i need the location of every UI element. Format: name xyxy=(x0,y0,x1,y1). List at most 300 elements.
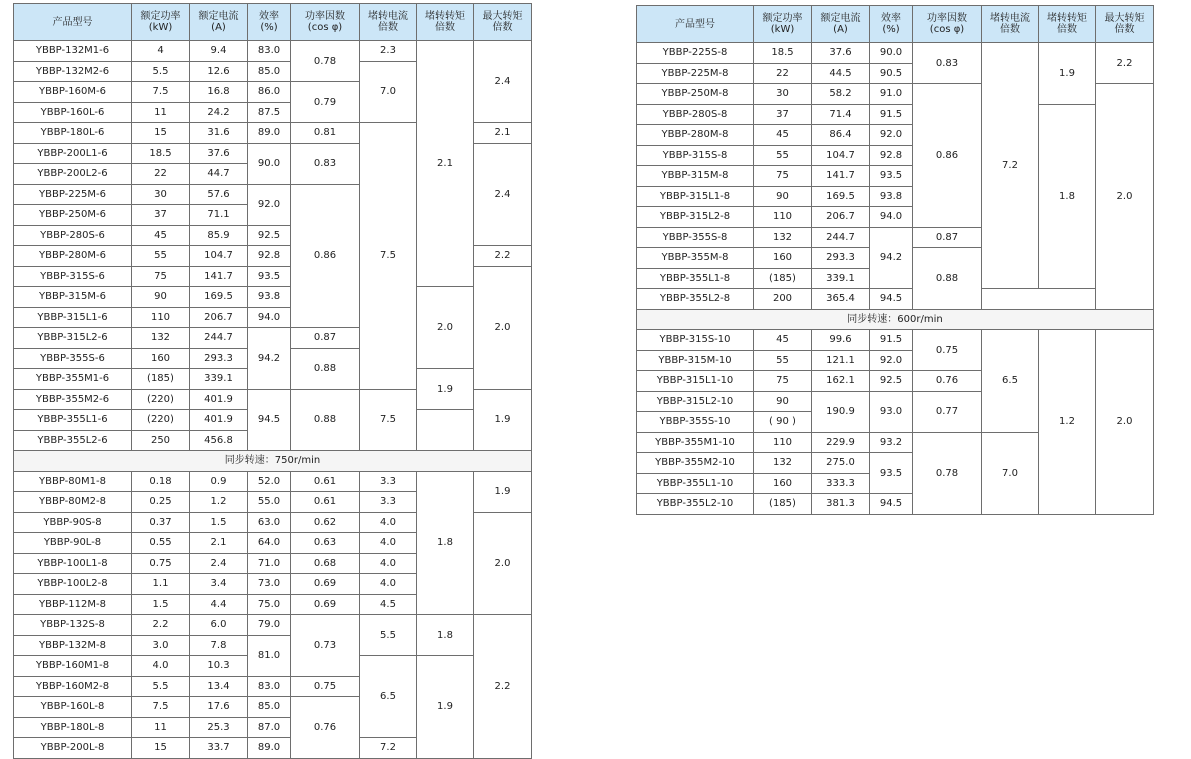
header-rated-current: 额定电流 (A) xyxy=(812,6,870,43)
model-cell: YBBP-355S-10 xyxy=(637,412,754,433)
table-cell: 7.2 xyxy=(360,738,417,759)
table-cell: 4.4 xyxy=(190,594,248,615)
model-cell: YBBP-160M1-8 xyxy=(14,656,132,677)
table-cell: 333.3 xyxy=(812,473,870,494)
table-cell: 4.0 xyxy=(360,512,417,533)
model-cell: YBBP-355L2-10 xyxy=(637,494,754,515)
model-cell: YBBP-112M-8 xyxy=(14,594,132,615)
table-row xyxy=(14,615,532,636)
table-cell: 93.8 xyxy=(870,186,913,207)
table-cell: 293.3 xyxy=(190,348,248,369)
model-cell: YBBP-355L1-6 xyxy=(14,410,132,431)
table-cell: 7.8 xyxy=(190,635,248,656)
model-cell: YBBP-160L-6 xyxy=(14,102,132,123)
table-cell: 160 xyxy=(754,473,812,494)
table-cell: 24.2 xyxy=(190,102,248,123)
table-cell: 71.0 xyxy=(248,553,291,574)
table-cell: 0.86 xyxy=(291,184,360,328)
table-cell: 121.1 xyxy=(812,350,870,371)
table-cell: 45 xyxy=(754,330,812,351)
table-cell: 94.5 xyxy=(248,389,291,451)
model-cell: YBBP-315L2-6 xyxy=(14,328,132,349)
table-cell: 141.7 xyxy=(190,266,248,287)
table-cell: 160 xyxy=(754,248,812,269)
table-cell: 0.9 xyxy=(190,471,248,492)
table-cell: 0.69 xyxy=(291,574,360,595)
model-cell: YBBP-315L1-10 xyxy=(637,371,754,392)
table-cell: 30 xyxy=(754,84,812,105)
header-locked-rotor-current: 堵转电流 倍数 xyxy=(982,6,1039,43)
header-rated-current: 额定电流 (A) xyxy=(190,4,248,41)
section-row xyxy=(637,309,1154,330)
table-cell: 0.25 xyxy=(132,492,190,513)
table-cell: 4.0 xyxy=(132,656,190,677)
table-cell: 2.2 xyxy=(1096,43,1154,84)
table-cell: 15 xyxy=(132,123,190,144)
table-cell: 6.5 xyxy=(360,656,417,738)
table-cell: 0.76 xyxy=(291,697,360,759)
model-cell: YBBP-355L1-8 xyxy=(637,268,754,289)
table-cell: 91.0 xyxy=(870,84,913,105)
model-cell: YBBP-100L1-8 xyxy=(14,553,132,574)
table-cell: 94.0 xyxy=(870,207,913,228)
table-cell: 1.5 xyxy=(132,594,190,615)
table-cell: 275.0 xyxy=(812,453,870,474)
header-locked-rotor-current: 堵转电流 倍数 xyxy=(360,4,417,41)
model-cell: YBBP-90S-8 xyxy=(14,512,132,533)
model-cell: YBBP-355L1-10 xyxy=(637,473,754,494)
model-cell: YBBP-315M-8 xyxy=(637,166,754,187)
table-cell: 87.5 xyxy=(248,102,291,123)
table-cell: 37.6 xyxy=(190,143,248,164)
model-cell: YBBP-280S-6 xyxy=(14,225,132,246)
table-cell: 83.0 xyxy=(248,41,291,62)
table-cell: 92.8 xyxy=(870,145,913,166)
table-cell: 94.2 xyxy=(870,227,913,289)
model-cell: YBBP-225M-6 xyxy=(14,184,132,205)
table-cell: 31.6 xyxy=(190,123,248,144)
table-cell: 0.87 xyxy=(913,227,982,248)
table-cell: 1.8 xyxy=(417,471,474,615)
table-cell: 71.4 xyxy=(812,104,870,125)
table-cell: 3.3 xyxy=(360,492,417,513)
table-cell: 2.4 xyxy=(474,143,532,246)
table-cell: 93.5 xyxy=(870,453,913,494)
table-cell: 141.7 xyxy=(812,166,870,187)
model-cell: YBBP-355L2-8 xyxy=(637,289,754,310)
table-cell: 89.0 xyxy=(248,738,291,759)
table-cell: 92.5 xyxy=(248,225,291,246)
model-cell: YBBP-315L2-8 xyxy=(637,207,754,228)
table-cell: 206.7 xyxy=(812,207,870,228)
table-header xyxy=(14,4,532,41)
table-cell: 1.8 xyxy=(1039,104,1096,289)
model-cell: YBBP-160L-8 xyxy=(14,697,132,718)
table-cell: 7.5 xyxy=(360,389,417,451)
table-body-right xyxy=(637,43,1154,515)
table-cell: 90.5 xyxy=(870,63,913,84)
table-cell: 2.2 xyxy=(474,246,532,267)
table-cell: 83.0 xyxy=(248,676,291,697)
table-cell: 10.3 xyxy=(190,656,248,677)
table-cell: 25.3 xyxy=(190,717,248,738)
table-cell: 0.81 xyxy=(291,123,360,144)
table-cell: 0.61 xyxy=(291,471,360,492)
table-cell: 22 xyxy=(754,63,812,84)
header-model: 产品型号 xyxy=(637,6,754,43)
table-cell: 3.0 xyxy=(132,635,190,656)
table-cell: (220) xyxy=(132,389,190,410)
table-cell: 206.7 xyxy=(190,307,248,328)
table-cell: 94.5 xyxy=(870,494,913,515)
table-cell: 0.68 xyxy=(291,553,360,574)
table-cell: 104.7 xyxy=(812,145,870,166)
table-cell: 15 xyxy=(132,738,190,759)
model-cell: YBBP-355M2-10 xyxy=(637,453,754,474)
table-cell: 7.5 xyxy=(360,123,417,390)
table-cell: 55.0 xyxy=(248,492,291,513)
table-body-left xyxy=(14,41,532,759)
table-cell: 93.0 xyxy=(870,391,913,432)
table-cell: 94.2 xyxy=(248,328,291,390)
table-cell: 22 xyxy=(132,164,190,185)
table-cell: 7.0 xyxy=(360,61,417,123)
table-cell: 250 xyxy=(132,430,190,451)
table-cell: 0.61 xyxy=(291,492,360,513)
table-cell: 0.75 xyxy=(132,553,190,574)
table-cell: 2.3 xyxy=(360,41,417,62)
table-cell: 4.0 xyxy=(360,553,417,574)
model-cell: YBBP-280M-6 xyxy=(14,246,132,267)
table-cell: 2.0 xyxy=(474,266,532,389)
table-cell: 37 xyxy=(754,104,812,125)
table-cell: 92.0 xyxy=(870,125,913,146)
model-cell: YBBP-90L-8 xyxy=(14,533,132,554)
header-locked-rotor-torque: 堵转转矩 倍数 xyxy=(417,4,474,41)
table-cell: 91.5 xyxy=(870,104,913,125)
table-cell: ( 90 ) xyxy=(754,412,812,433)
model-cell: YBBP-355L2-6 xyxy=(14,430,132,451)
model-cell: YBBP-200L2-6 xyxy=(14,164,132,185)
table-cell: 71.1 xyxy=(190,205,248,226)
table-cell: 90 xyxy=(132,287,190,308)
table-row xyxy=(637,289,1154,310)
table-cell: 1.9 xyxy=(417,656,474,759)
table-cell: 45 xyxy=(754,125,812,146)
table-cell: 4.0 xyxy=(360,533,417,554)
model-cell: YBBP-250M-6 xyxy=(14,205,132,226)
model-cell: YBBP-200L1-6 xyxy=(14,143,132,164)
model-cell: YBBP-132M1-6 xyxy=(14,41,132,62)
table-cell: 93.5 xyxy=(870,166,913,187)
table-cell: 2.1 xyxy=(474,123,532,144)
table-cell: 1.8 xyxy=(417,615,474,656)
table-cell: 75 xyxy=(132,266,190,287)
table-row xyxy=(14,471,532,492)
model-cell: YBBP-355M-8 xyxy=(637,248,754,269)
table-cell: 11 xyxy=(132,717,190,738)
table-cell: 110 xyxy=(132,307,190,328)
table-cell: 90.0 xyxy=(248,143,291,184)
table-cell: 85.0 xyxy=(248,61,291,82)
table-cell: 0.75 xyxy=(291,676,360,697)
table-cell: 93.8 xyxy=(248,287,291,308)
table-cell: 169.5 xyxy=(812,186,870,207)
table-cell: 87.0 xyxy=(248,717,291,738)
table-cell: 89.0 xyxy=(248,123,291,144)
table-cell: 13.4 xyxy=(190,676,248,697)
table-cell: 18.5 xyxy=(754,43,812,64)
section-row xyxy=(14,451,532,472)
table-cell: 94.0 xyxy=(248,307,291,328)
table-cell: 2.4 xyxy=(190,553,248,574)
table-cell: 99.6 xyxy=(812,330,870,351)
model-cell: YBBP-132M2-6 xyxy=(14,61,132,82)
model-cell: YBBP-180L-8 xyxy=(14,717,132,738)
table-cell: 160 xyxy=(132,348,190,369)
table-cell: 2.0 xyxy=(417,287,474,369)
table-cell: 0.78 xyxy=(913,432,982,514)
table-cell: 110 xyxy=(754,432,812,453)
table-cell: 0.87 xyxy=(291,328,360,349)
table-cell: 55 xyxy=(132,246,190,267)
table-cell: 93.2 xyxy=(870,432,913,453)
table-cell: 93.5 xyxy=(248,266,291,287)
table-cell: 0.76 xyxy=(913,371,982,392)
header-efficiency: 效率 (%) xyxy=(248,4,291,41)
table-cell: 0.18 xyxy=(132,471,190,492)
table-cell: 44.5 xyxy=(812,63,870,84)
model-cell: YBBP-315S-6 xyxy=(14,266,132,287)
model-cell: YBBP-160M2-8 xyxy=(14,676,132,697)
table-cell: 7.5 xyxy=(132,82,190,103)
table-cell: 0.83 xyxy=(913,43,982,84)
table-cell: 52.0 xyxy=(248,471,291,492)
model-cell: YBBP-250M-8 xyxy=(637,84,754,105)
model-cell: YBBP-355M2-6 xyxy=(14,389,132,410)
table-cell: 30 xyxy=(132,184,190,205)
model-cell: YBBP-315S-8 xyxy=(637,145,754,166)
table-cell: (185) xyxy=(132,369,190,390)
table-cell: 37 xyxy=(132,205,190,226)
table-cell: 0.37 xyxy=(132,512,190,533)
table-cell: 90 xyxy=(754,391,812,412)
spec-table-right xyxy=(636,5,1154,515)
table-cell: 0.63 xyxy=(291,533,360,554)
table-row xyxy=(637,104,1154,125)
table-cell: 3.4 xyxy=(190,574,248,595)
model-cell: YBBP-80M1-8 xyxy=(14,471,132,492)
table-cell: 1.2 xyxy=(1039,330,1096,515)
model-cell: YBBP-200L-8 xyxy=(14,738,132,759)
table-cell: 1.9 xyxy=(1039,43,1096,105)
table-cell: 6.0 xyxy=(190,615,248,636)
table-cell: 64.0 xyxy=(248,533,291,554)
model-cell: YBBP-280M-8 xyxy=(637,125,754,146)
table-row xyxy=(637,43,1154,64)
table-cell: 5.5 xyxy=(132,676,190,697)
table-cell: 0.88 xyxy=(913,248,982,310)
model-cell: YBBP-315M-6 xyxy=(14,287,132,308)
model-cell: YBBP-355M1-6 xyxy=(14,369,132,390)
table-cell: 0.88 xyxy=(291,389,360,451)
table-cell: 92.0 xyxy=(248,184,291,225)
table-cell: 86.4 xyxy=(812,125,870,146)
table-cell: 456.8 xyxy=(190,430,248,451)
table-cell: 17.6 xyxy=(190,697,248,718)
table-cell: 169.5 xyxy=(190,287,248,308)
header-efficiency: 效率 (%) xyxy=(870,6,913,43)
header-rated-power: 额定功率 (kW) xyxy=(132,4,190,41)
table-cell: 7.2 xyxy=(982,43,1039,289)
table-cell: 1.1 xyxy=(132,574,190,595)
table-cell: 339.1 xyxy=(190,369,248,390)
model-cell: YBBP-315L1-6 xyxy=(14,307,132,328)
model-cell: YBBP-315L1-8 xyxy=(637,186,754,207)
header-max-torque: 最大转矩 倍数 xyxy=(474,4,532,41)
table-cell: 0.69 xyxy=(291,594,360,615)
table-cell: 2.4 xyxy=(474,41,532,123)
model-cell: YBBP-355M1-10 xyxy=(637,432,754,453)
model-cell: YBBP-132M-8 xyxy=(14,635,132,656)
table-cell: 401.9 xyxy=(190,410,248,431)
table-cell: 5.5 xyxy=(360,615,417,656)
table-cell: 75.0 xyxy=(248,594,291,615)
table-cell: 104.7 xyxy=(190,246,248,267)
header-rated-power: 额定功率 (kW) xyxy=(754,6,812,43)
table-cell: 1.2 xyxy=(190,492,248,513)
section-heading: 同步转速：600r/min xyxy=(637,309,1154,330)
table-cell: 7.0 xyxy=(982,432,1039,514)
table-cell: 37.6 xyxy=(812,43,870,64)
model-cell: YBBP-100L2-8 xyxy=(14,574,132,595)
table-cell: 401.9 xyxy=(190,389,248,410)
table-row xyxy=(637,330,1154,351)
table-cell: 16.8 xyxy=(190,82,248,103)
table-cell: 0.86 xyxy=(913,84,982,228)
table-cell: 381.3 xyxy=(812,494,870,515)
table-cell: 5.5 xyxy=(132,61,190,82)
table-cell: 45 xyxy=(132,225,190,246)
table-cell: 0.75 xyxy=(913,330,982,371)
model-cell: YBBP-315L2-10 xyxy=(637,391,754,412)
table-cell: 365.4 xyxy=(812,289,870,310)
table-cell: 0.62 xyxy=(291,512,360,533)
table-cell: 293.3 xyxy=(812,248,870,269)
table-cell: 1.5 xyxy=(190,512,248,533)
table-cell: 92.0 xyxy=(870,350,913,371)
model-cell: YBBP-225M-8 xyxy=(637,63,754,84)
table-cell: 1.9 xyxy=(474,471,532,512)
model-cell: YBBP-355S-6 xyxy=(14,348,132,369)
table-cell: 0.88 xyxy=(291,348,360,389)
table-cell: 85.0 xyxy=(248,697,291,718)
model-cell: YBBP-315S-10 xyxy=(637,330,754,351)
table-cell: 229.9 xyxy=(812,432,870,453)
model-cell: YBBP-160M-6 xyxy=(14,82,132,103)
table-cell: (185) xyxy=(754,494,812,515)
table-row xyxy=(14,287,532,308)
table-cell: 339.1 xyxy=(812,268,870,289)
table-cell: 55 xyxy=(754,350,812,371)
table-cell: 2.2 xyxy=(132,615,190,636)
table-cell: 55 xyxy=(754,145,812,166)
table-cell: 0.55 xyxy=(132,533,190,554)
table-cell: 85.9 xyxy=(190,225,248,246)
table-cell: 132 xyxy=(754,453,812,474)
table-cell: 4 xyxy=(132,41,190,62)
table-cell: 58.2 xyxy=(812,84,870,105)
header-power-factor: 功率因数 (cos φ) xyxy=(291,4,360,41)
header-model: 产品型号 xyxy=(14,4,132,41)
table-cell: 2.0 xyxy=(474,512,532,615)
table-cell: 0.73 xyxy=(291,615,360,677)
table-cell: 9.4 xyxy=(190,41,248,62)
table-cell: (220) xyxy=(132,410,190,431)
table-cell: 86.0 xyxy=(248,82,291,103)
table-cell: 190.9 xyxy=(812,391,870,432)
table-cell: 92.8 xyxy=(248,246,291,267)
table-cell: 2.1 xyxy=(190,533,248,554)
table-cell: 18.5 xyxy=(132,143,190,164)
table-cell: 63.0 xyxy=(248,512,291,533)
table-cell: 57.6 xyxy=(190,184,248,205)
table-cell: (185) xyxy=(754,268,812,289)
table-cell: 2.0 xyxy=(1096,330,1154,515)
spec-table-left xyxy=(13,3,532,759)
table-cell: 200 xyxy=(754,289,812,310)
table-cell: 92.5 xyxy=(870,371,913,392)
table-cell: 1.9 xyxy=(474,389,532,451)
model-cell: YBBP-355S-8 xyxy=(637,227,754,248)
header-max-torque: 最大转矩 倍数 xyxy=(1096,6,1154,43)
table-row xyxy=(14,41,532,62)
table-cell: 81.0 xyxy=(248,635,291,676)
model-cell: YBBP-132S-8 xyxy=(14,615,132,636)
table-cell: 94.5 xyxy=(870,289,913,310)
header-power-factor: 功率因数 (cos φ) xyxy=(913,6,982,43)
table-cell: 75 xyxy=(754,166,812,187)
table-cell: 90.0 xyxy=(870,43,913,64)
table-cell: 110 xyxy=(754,207,812,228)
table-cell: 244.7 xyxy=(190,328,248,349)
table-cell: 91.5 xyxy=(870,330,913,351)
table-cell: 1.9 xyxy=(417,369,474,410)
section-heading: 同步转速：750r/min xyxy=(14,451,532,472)
table-cell: 90 xyxy=(754,186,812,207)
table-cell: 0.78 xyxy=(291,41,360,82)
table-cell: 0.77 xyxy=(913,391,982,432)
table-cell: 75 xyxy=(754,371,812,392)
table-cell: 7.5 xyxy=(132,697,190,718)
model-cell: YBBP-180L-6 xyxy=(14,123,132,144)
table-cell: 2.1 xyxy=(417,41,474,287)
table-header xyxy=(637,6,1154,43)
table-cell: 0.83 xyxy=(291,143,360,184)
table-cell: 162.1 xyxy=(812,371,870,392)
table-cell: 12.6 xyxy=(190,61,248,82)
table-cell: 132 xyxy=(754,227,812,248)
model-cell: YBBP-280S-8 xyxy=(637,104,754,125)
table-cell: 11 xyxy=(132,102,190,123)
table-cell: 0.79 xyxy=(291,82,360,123)
table-cell: 73.0 xyxy=(248,574,291,595)
table-cell: 132 xyxy=(132,328,190,349)
table-cell: 33.7 xyxy=(190,738,248,759)
table-cell: 4.5 xyxy=(360,594,417,615)
table-cell: 4.0 xyxy=(360,574,417,595)
model-cell: YBBP-225S-8 xyxy=(637,43,754,64)
